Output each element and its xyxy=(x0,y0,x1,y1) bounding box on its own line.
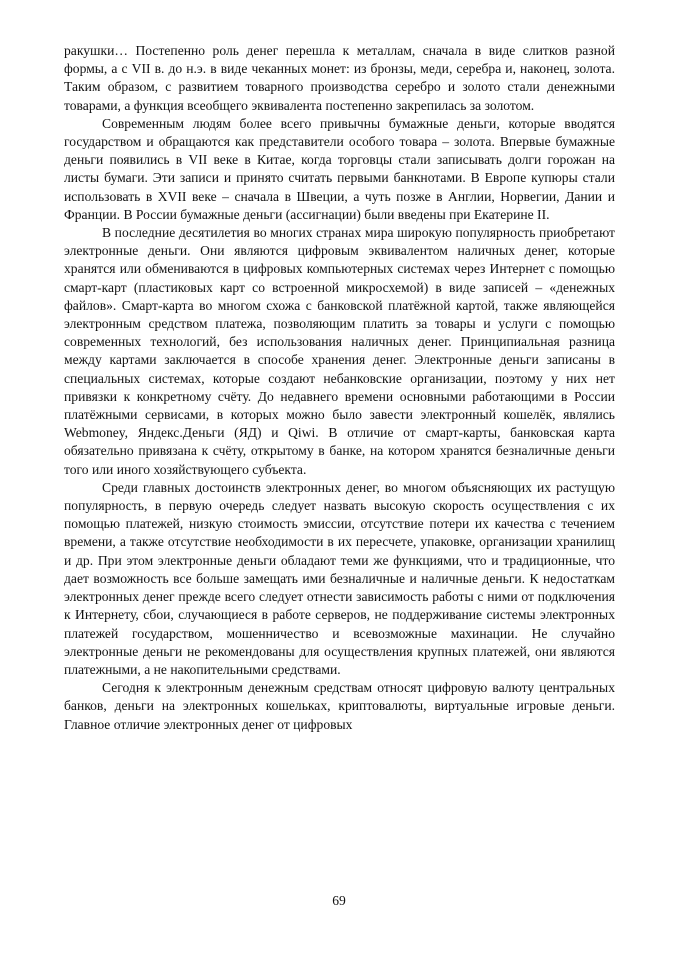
page-number: 69 xyxy=(332,893,346,908)
paragraph-paper-money: Современным людям более всего привычны бумажные деньги, которые вводятся государством и обращаются как представители особого товара – золота. Впервые бумажные деньги появились в VII веке в Китае, когда торговцы стали записывать долги горожан на листы бумаги. Эти записи и принято считать первыми банкнотами. В Европе купюры стали использовать в XVII веке – сначала в Швеции, а чуть позже в Англии, Норвегии, Дании и Франции. В России бумажные деньги (ассигнации) были введены при Екатерине II. xyxy=(64,115,615,222)
paragraph-electronic-money: В последние десятилетия во многих странах мира широкую популярность приобретают электронные деньги. Они являются цифровым эквивалентом наличных денег, которые хранятся или обмениваются в цифровых компьютерных системах через Интернет с помощью смарт-карт (пластиковых карт со встроенной микросхемой) в виде записей – «денежных файлов». Смарт-карта во многом схожа с банковской платёжной картой, также являющейся электронным средством платежа, позволяющим платить за товары и услуги с помощью современных технологий, без использования наличных денег. Принципиальная разница между картами заключается в способе хранения денег. Электронные деньги записаны в специальных системах, которые создают небанковские организации, поэтому у них нет привязки к конкретному счёту. До недавнего времени основными работающими в России платёжными сервисами, в которых можно было завести электронный кошелёк, являлись Webmoney, Яндекс.Деньги (ЯД) и Qiwi. В отличие от смарт-карты, банковская карта обязательно привязана к счёту, открытому в банке, на котором хранятся безналичные деньги того или иного хозяйствующего субъекта. xyxy=(64,225,615,477)
paragraph-advantages: Среди главных достоинств электронных денег, во многом объясняющих их растущую популярность, в первую очередь следует назвать высокую скорость осуществления с их помощью платежей, низкую стоимость эмиссии, отсутствие потери их качества с течением времени, а также отсутствие необходимости в их пересчете, упаковке, организации хранилищ и др. При этом электронные деньги обладают теми же функциями, что и традиционные, что дает возможность все больше замещать ими безналичные и наличные деньги. К недостаткам электронных денег прежде всего следует отнести зависимость работы с ними от подключения к Интернету, сбои, случающиеся в работе серверов, не поддерживание системы электронных платежей государством, мошенничество и всевозможные махинации. Не случайно электронные деньги не рекомендованы для осуществления крупных платежей, они являются платежными, а не накопительными средствами. xyxy=(64,479,615,677)
paragraph-digital-currency: Сегодня к электронным денежным средствам относят цифровую валюту центральных банков, деньги на электронных кошельках, криптовалюты, виртуальные игровые деньги. Главное отличие электронных денег от цифровых xyxy=(64,680,615,732)
page-body-text xyxy=(64,42,615,734)
paragraph-continuation: ракушки… Постепенно роль денег перешла к металлам, сначала в виде слитков разной формы, а с VII в. до н.э. в виде чеканных монет: из бронзы, меди, серебра и, наконец, золота. Таким образом, с развитием товарного производства серебро и золото стали денежными товарами, а функция всеобщего эквивалента постепенно закрепилась за золотом. xyxy=(64,43,615,113)
